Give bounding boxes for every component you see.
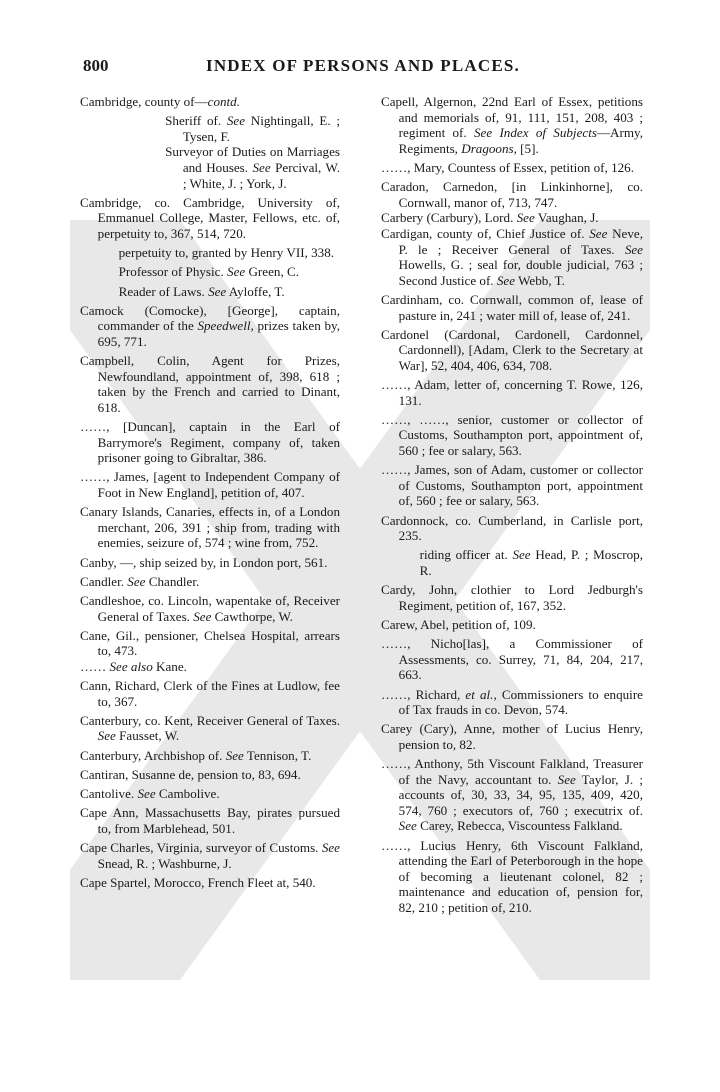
index-entry: Cantolive. See Cambolive. [80,786,220,802]
index-entry: Carey (Cary), Anne, mother of Lucius Henry, pension to, 82. [381,721,643,752]
index-entry: Cape Charles, Virginia, surveyor of Customs. See Snead, R. ; Washburne, J. [80,840,340,871]
index-entry: Canterbury, Archbishop of. See Tennison, T. [80,747,312,763]
index-entry: Capell, Algernon, 22nd Earl of Essex, petitions and memorials of, 91, 111, 151, 208, 403 ; regiment of. See Index of Subjects—Army, Regiments, Dragoons, [5]. [381,94,644,156]
index-entry: Cambridge, county of—contd. [80,94,241,109]
index-entry: Cane, Gil., pensioner, Chelsea Hospital, arrears to, 473. [80,627,340,659]
index-entry: Cambridge, co. Cambridge, University of, Emmanuel College, Master, Fellows, etc. of, perpetuity to, 367, 514, 720. [80,194,340,241]
index-subentry: Professor of Physic. See Green, C. [118,264,300,280]
index-entry: Canby, —, ship seized by, in London port, 561. [80,554,328,570]
index-entry: Caradon, Carnedon, [in Linkinhorne], co. Cornwall, manor of, 713, 747. [381,179,643,210]
index-entry: ……, Mary, Countess of Essex, petition of, 126. [381,159,635,175]
index-entry: ……, Adam, letter of, concerning T. Rowe, 126, 131. [381,377,643,408]
index-entry: ……, [Duncan], captain in the Earl of Barrymore's Regiment, company of, taken prisoner going to Gibraltar, 386. [80,419,340,466]
index-entry: Cardy, John, clothier to Lord Jedburgh's Regiment, petition of, 167, 352. [381,582,643,613]
index-entry: Cann, Richard, Clerk of the Fines at Ludlow, fee to, 367. [80,678,340,709]
index-entry: ……, Lucius Henry, 6th Viscount Falkland, attending the Earl of Peterborough in the hope of becoming a lieutenant colonel, 82 ; maintenance and education of, pension for, 82, 210 ; petition of, 210. [381,837,643,915]
index-entry: Cape Ann, Massachusetts Bay, pirates pursued to, from Marblehead, 501. [80,805,340,836]
index-subentry: Surveyor of Duties on Marriages and Houses. See Percival, W. ; White, J. ; York, J. [165,144,340,191]
index-entry: ……, Richard, et al., Commissioners to enquire of Tax frauds in co. Devon, 574. [381,686,643,718]
index-entry: …… See also Kane. [80,658,187,674]
index-entry: Cardonel (Cardonal, Cardonell, Cardonnel, Cardonnell), [Adam, Clerk to the Secretary at War], 52, 404, 406, 634, 708. [381,326,643,373]
running-title: INDEX OF PERSONS AND PLACES. [206,56,520,75]
index-entry: Candleshoe, co. Lincoln, wapentake of, Receiver General of Taxes. See Cawthorpe, W. [80,592,340,624]
index-entry: Campbell, Colin, Agent for Prizes, Newfoundland, appointment of, 398, 618 ; taken by the French and carried to Dinant, 618. [80,353,340,415]
page-number: 800 [83,56,109,75]
index-subentry: Sheriff of. See Nightingall, E. ; Tysen, F. [165,113,340,144]
index-subentry: Reader of Laws. See Ayloffe, T. [118,283,285,299]
index-entry: Canary Islands, Canaries, effects in, of a London merchant, 206, 391 ; ship from, trading with enemies, seizure of, 574 ; wine from, 752. [80,504,340,551]
index-entry: ……, Anthony, 5th Viscount Falkland, Treasurer of the Navy, accountant to. See Taylor, J. ; accounts of, 30, 33, 34, 95, 135, 409, 420, 574, 760 ; executors of, 760 ; executrix of. See Carey, Rebecca, Viscountess Falkland. [381,756,643,834]
index-entry: Candler. See Chandler. [80,573,200,589]
index-entry: ……, ……, senior, customer or collector of Customs, Southampton port, appointment of, 560 ; fee or salary, 563. [381,411,643,459]
right-column [381,94,643,919]
index-entry: Cardonnock, co. Cumberland, in Carlisle port, 235. [381,512,643,544]
index-entry: Canterbury, co. Kent, Receiver General of Taxes. See Fausset, W. [80,712,340,744]
index-entry: Camock (Comocke), [George], captain, commander of the Speedwell, prizes taken by, 695, 771. [80,302,340,349]
index-entry: ……, Nicho[las], a Commissioner of Assessments, co. Surrey, 71, 84, 204, 217, 663. [381,636,643,683]
index-entry: ……, James, [agent to Independent Company of Foot in New England], petition of, 407. [80,469,340,500]
index-entry: ……, James, son of Adam, customer or collector of Customs, Southampton port, appointment of, 560 ; fee or salary, 563. [381,462,643,509]
index-subentry: riding officer at. See Head, P. ; Moscrop, R. [419,547,643,578]
index-entry: Carew, Abel, petition of, 109. [381,616,536,632]
index-entry: Carbery (Carbury), Lord. See Vaughan, J. [381,210,599,226]
left-column [80,94,340,894]
index-entry: Cantiran, Susanne de, pension to, 83, 694. [80,766,301,782]
index-entry: Cape Spartel, Morocco, French Fleet at, 540. [80,874,316,890]
index-subentry: perpetuity to, granted by Henry VII, 338. [118,245,335,261]
index-entry: Cardinham, co. Cornwall, common of, lease of pasture in, 241 ; water mill of, lease of, 241. [381,291,643,323]
page-header [83,56,643,84]
index-entry: Cardigan, county of, Chief Justice of. See Neve, P. le ; Receiver General of Taxes. See Howells, G. ; seal for, double judicial, 763 ; Second Justice of. See Webb, T. [381,225,643,288]
